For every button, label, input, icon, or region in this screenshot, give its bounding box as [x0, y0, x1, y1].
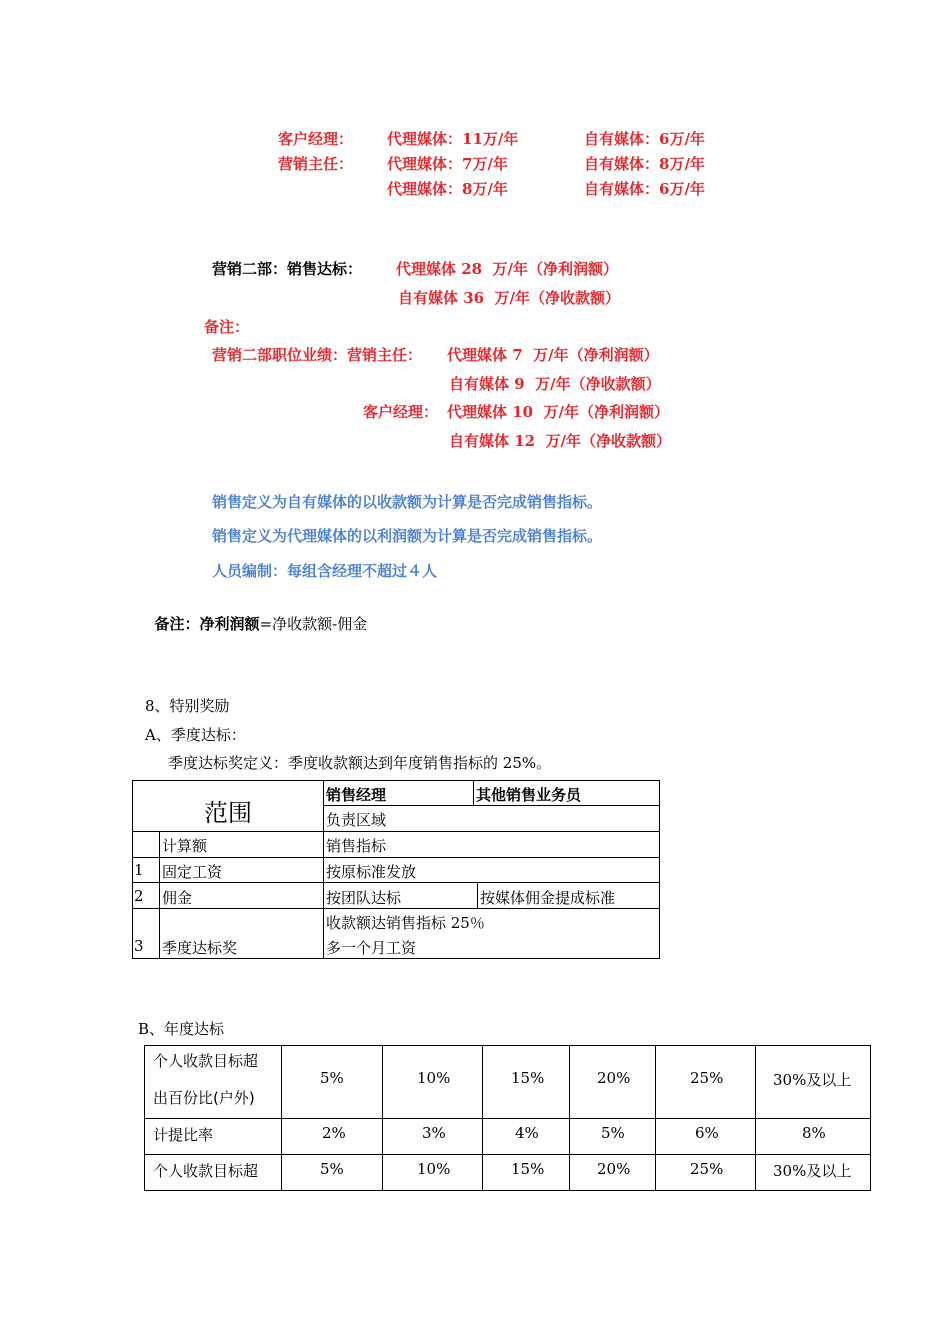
annual-row2-cell: 4% — [515, 1124, 539, 1142]
table-range-header: 范围 — [204, 799, 252, 827]
annual-row3-cell: 5% — [320, 1160, 344, 1178]
dept2-label: 营销二部：销售达标： — [212, 260, 363, 278]
target-agency-media: 代理媒体：8万/年 — [387, 180, 508, 198]
row-bonus-reward: 多一个月工资 — [326, 939, 417, 957]
definition-agency-media: 销售定义为代理媒体的以利润额为计算是否完成销售指标。 — [212, 527, 603, 545]
row-number: 1 — [134, 861, 144, 879]
annual-row2-cell: 2% — [322, 1124, 346, 1142]
annual-row3-cell: 20% — [597, 1160, 631, 1178]
target-agency-media: 代理媒体：11万/年 — [387, 130, 519, 148]
dept2-mgr-label: 客户经理： — [363, 403, 439, 421]
dept2-perf-own-supervisor: 自有媒体 9 万/年（净收款额） — [449, 375, 661, 393]
annual-row1-label-cont: 出百份比(户外) — [153, 1089, 255, 1107]
annual-row1-cell: 10% — [417, 1069, 451, 1087]
target-own-media: 自有媒体：6万/年 — [584, 130, 705, 148]
row-fixed-salary-value: 按原标准发放 — [326, 863, 417, 881]
row-quarterly-bonus-label: 季度达标奖 — [162, 939, 238, 957]
definition-own-media: 销售定义为自有媒体的以收款额为计算是否完成销售指标。 — [212, 493, 603, 511]
row-fixed-salary-label: 固定工资 — [162, 863, 223, 881]
row-bonus-condition: 收款额达销售指标 25％ — [326, 914, 485, 932]
annual-row2-cell: 6% — [695, 1124, 719, 1142]
annual-row3-cell: 10% — [417, 1160, 451, 1178]
role-account-manager: 客户经理： — [278, 130, 354, 148]
annual-row2-cell: 3% — [422, 1124, 446, 1142]
dept2-perf-label: 营销二部职位业绩：营销主任： — [212, 346, 423, 364]
annual-row1-cell: 15% — [511, 1069, 545, 1087]
section-title: 8、特别奖励 — [145, 697, 230, 715]
staffing-rule: 人员编制：每组含经理不超过４人 — [212, 562, 438, 580]
annual-row3-cell: 25% — [690, 1160, 724, 1178]
subsection-b-title: B、年度达标 — [138, 1020, 225, 1038]
remark — [145, 595, 367, 634]
annual-row2-cell: 8% — [802, 1124, 826, 1142]
annual-row1-cell: 30%及以上 — [773, 1071, 852, 1089]
annual-row3-label: 个人收款目标超 — [153, 1162, 259, 1180]
dept2-perf-agency-supervisor: 代理媒体 7 万/年（净利润额） — [447, 346, 659, 364]
dept2-target-agency: 代理媒体 28 万/年（净利润额） — [396, 260, 619, 278]
header-other-sales: 其他销售业务员 — [476, 786, 582, 804]
annual-row1-cell: 20% — [597, 1069, 631, 1087]
target-own-media: 自有媒体：6万/年 — [584, 180, 705, 198]
annual-row1-cell: 25% — [690, 1069, 724, 1087]
annual-row3-cell: 30%及以上 — [773, 1162, 852, 1180]
quarterly-definition: 季度达标奖定义：季度收款额达到年度销售指标的 25%。 — [168, 754, 552, 772]
dept2-target-own: 自有媒体 36 万/年（净收款额） — [398, 289, 621, 307]
annual-row1-label: 个人收款目标超 — [153, 1052, 259, 1070]
annual-row2-cell: 5% — [601, 1124, 625, 1142]
row-number: 3 — [134, 937, 144, 955]
row-number: 2 — [134, 887, 144, 905]
role-marketing-supervisor: 营销主任： — [278, 155, 354, 173]
subsection-a-title: A、季度达标： — [145, 726, 246, 744]
row-calc-label: 计算额 — [162, 837, 208, 855]
row-commission-team: 按团队达标 — [326, 889, 402, 907]
dept2-note-label: 备注： — [204, 318, 250, 336]
annual-row1-cell: 5% — [320, 1069, 344, 1087]
header-sales-manager: 销售经理 — [326, 786, 387, 804]
annual-row3-cell: 15% — [511, 1160, 545, 1178]
row-commission-label: 佣金 — [162, 889, 193, 907]
row-commission-media: 按媒体佣金提成标准 — [480, 889, 616, 907]
target-own-media: 自有媒体：8万/年 — [584, 155, 705, 173]
dept2-perf-agency-manager: 代理媒体 10 万/年（净利润额） — [447, 403, 670, 421]
remark-text: =净收款额-佣金 — [259, 615, 368, 633]
target-agency-media: 代理媒体：7万/年 — [387, 155, 508, 173]
header-area: 负责区域 — [326, 811, 387, 829]
annual-row2-label: 计提比率 — [153, 1126, 214, 1144]
remark-label: 备注：净利润额 — [154, 615, 260, 633]
dept2-perf-own-manager: 自有媒体 12 万/年（净收款额） — [449, 432, 672, 450]
row-calc-value: 销售指标 — [326, 837, 387, 855]
